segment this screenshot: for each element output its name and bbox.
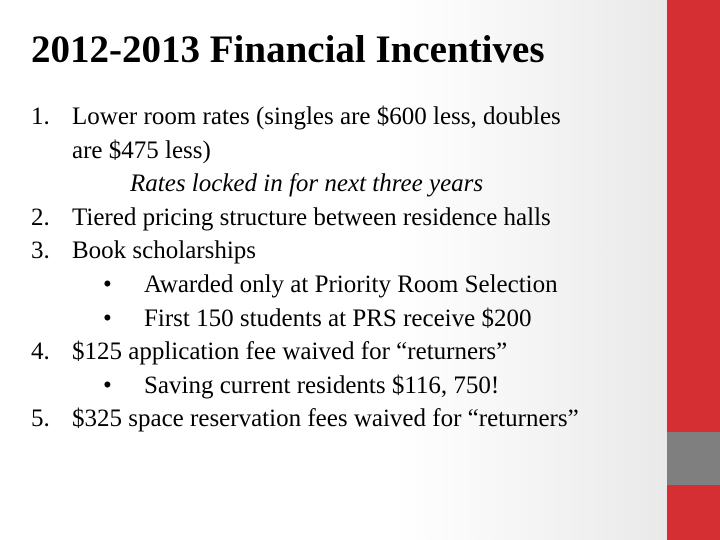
sub-bullet-text: Saving current residents $116, 750! xyxy=(144,371,500,399)
incentives-list xyxy=(31,100,661,436)
list-text: $325 space reservation fees waived for “returners” xyxy=(72,405,579,433)
list-item-1-continued xyxy=(31,134,661,168)
list-item-1 xyxy=(31,100,661,134)
list-number: 3. xyxy=(31,237,50,265)
list-item-4 xyxy=(31,335,661,369)
sub-bullet-text: Awarded only at Priority Room Selection xyxy=(144,270,558,298)
slide-title: 2012-2013 Financial Incentives xyxy=(31,28,545,71)
list-number: 4. xyxy=(31,338,50,366)
list-item-5 xyxy=(31,402,661,436)
list-text-line1: Lower room rates (singles are $600 less, doubles xyxy=(72,103,561,130)
list-text: Book scholarships xyxy=(72,237,257,265)
list-item-2 xyxy=(31,201,661,235)
list-text-line2: are $475 less) xyxy=(72,136,211,164)
list-item-1-note xyxy=(31,167,661,201)
bullet-icon: • xyxy=(103,270,112,298)
rates-note: Rates locked in for next three years xyxy=(130,170,484,198)
sub-bullet-text: First 150 students at PRS receive $200 xyxy=(144,304,532,332)
list-number: 5. xyxy=(31,405,50,433)
sub-bullet xyxy=(31,302,661,336)
list-text: $125 application fee waived for “returners” xyxy=(72,338,508,366)
accent-bar-red-bottom xyxy=(667,485,720,540)
bullet-icon: • xyxy=(103,371,112,399)
sub-bullet xyxy=(31,369,661,403)
list-number: 1. xyxy=(31,103,50,130)
list-item-3 xyxy=(31,234,661,268)
sub-bullet xyxy=(31,268,661,302)
list-text: Tiered pricing structure between residence halls xyxy=(72,203,551,231)
bullet-icon: • xyxy=(103,304,112,332)
accent-bar-gray xyxy=(667,432,720,485)
list-number: 2. xyxy=(31,203,50,231)
accent-bar-red-top xyxy=(667,0,720,432)
